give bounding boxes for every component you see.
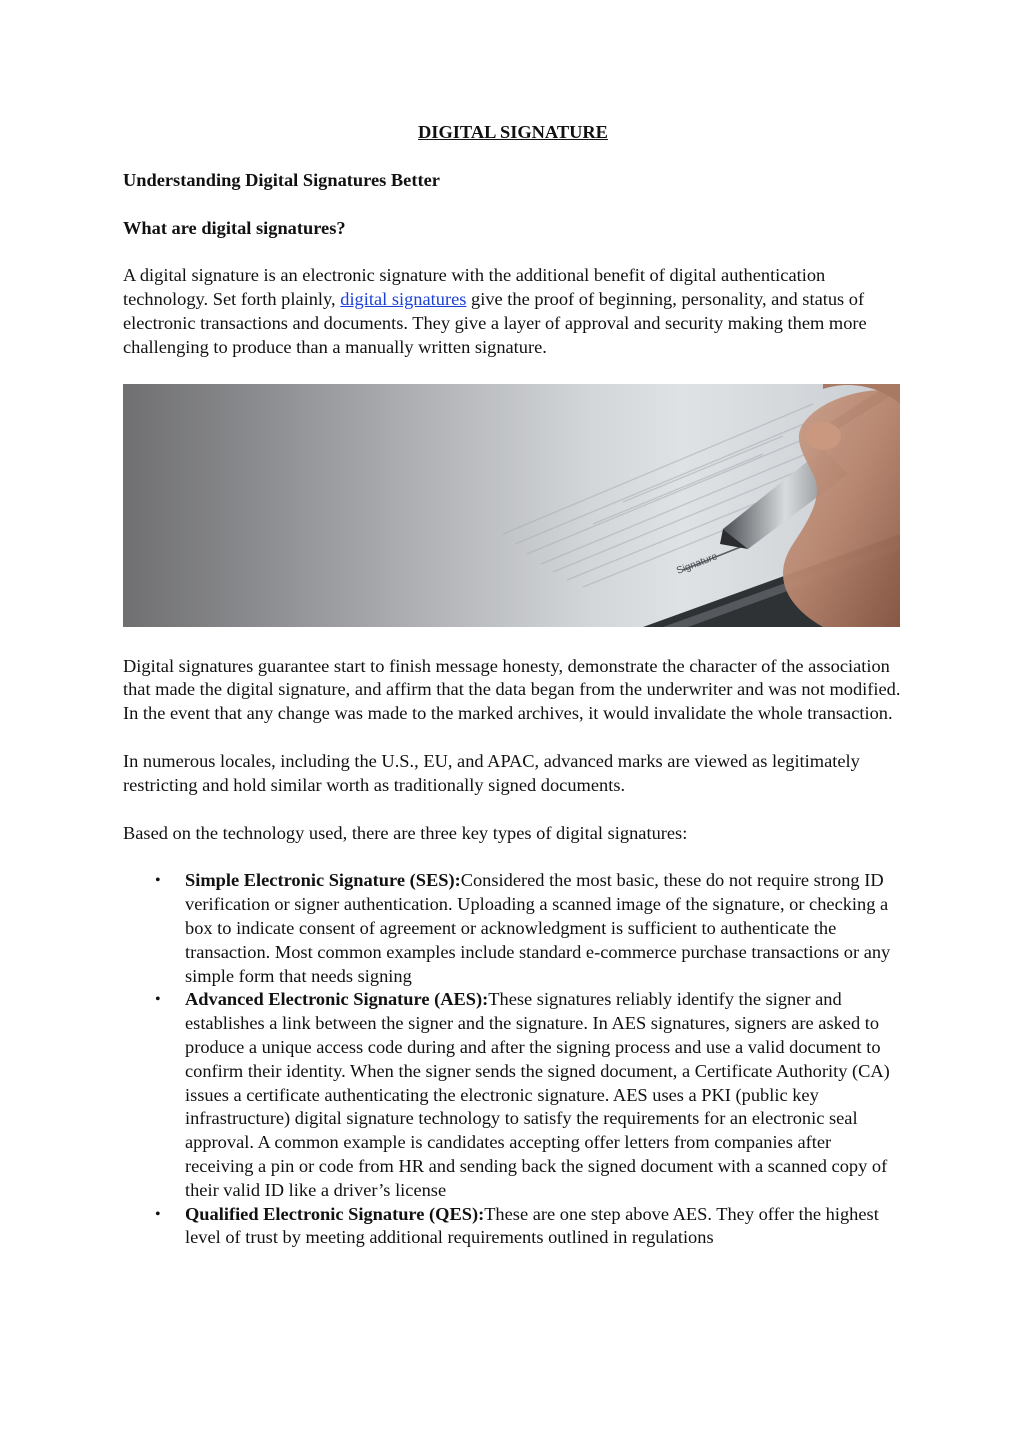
ses-term: Simple Electronic Signature (SES): xyxy=(185,870,461,891)
pen-signing-document-photo-icon xyxy=(123,384,900,627)
document-content xyxy=(123,121,903,1250)
types-intro-paragraph: Based on the technology used, there are three key types of digital signatures: xyxy=(123,822,688,843)
list-item-qes xyxy=(123,1203,903,1251)
section-subtitle: Understanding Digital Signatures Better xyxy=(123,169,440,190)
intro-paragraph xyxy=(123,264,903,359)
aes-description: These signatures reliably identify the signer and establishes a link between the signer and the signature. In AES signatures, signers are asked to produce a unique access code during and after the signing process and use a valid document to confirm their identity. When the signer sends the signed document, a Certificate Authority (CA) issues a certificate authenticating the electronic signature. AES uses a PKI (public key infrastructure) digital signature technology to satisfy the requirements for an electronic seal approval. A common example is candidates accepting offer letters from companies after receiving a pin or code from HR and sending back the signed document with a scanned copy of their valid ID like a driver’s license xyxy=(185,989,890,1200)
integrity-paragraph: Digital signatures guarantee start to finish message honesty, demonstrate the character of the association that made the digital signature, and affirm that the data began from the underwriter and was not modified. In the event that any change was made to the marked archives, it would invalidate the whole transaction. xyxy=(123,655,901,724)
signing-photo xyxy=(123,384,900,627)
legality-paragraph: In numerous locales, including the U.S., EU, and APAC, advanced marks are viewed as legitimately restricting and hold similar worth as traditionally signed documents. xyxy=(123,750,860,795)
list-item-ses xyxy=(123,869,903,988)
list-item-aes xyxy=(123,988,903,1202)
intro-text-after-link: give the proof of beginning, personality, and status of electronic transactions and documents. They give a layer of approval and security making them more challenging to produce than a manually written signature. xyxy=(123,289,867,357)
intro-text-before-link: A digital signature is an electronic signature with the additional benefit of digital authentication technology. Set forth plainly, xyxy=(123,265,826,310)
bullet-icon: • xyxy=(155,872,161,890)
bullet-icon: • xyxy=(155,991,161,1009)
document-title: DIGITAL SIGNATURE xyxy=(418,122,608,142)
signature-types-list xyxy=(123,869,903,1250)
aes-term: Advanced Electronic Signature (AES): xyxy=(185,989,489,1010)
qes-description: These are one step above AES. They offer the highest level of trust by meeting additional requirements outlined in regulations xyxy=(185,1203,879,1248)
signature-label: Signature xyxy=(675,550,720,577)
bullet-icon: • xyxy=(155,1205,161,1223)
digital-signatures-link[interactable]: digital signatures xyxy=(340,289,467,310)
ses-description: Considered the most basic, these do not require strong ID verification or signer authentication. Uploading a scanned image of the signature, or checking a box to indicate consent of agreement or acknowledgment is sufficient to authenticate the transaction. Most common examples include standard e-commerce purchase transactions or any simple form that needs signing xyxy=(185,870,891,986)
question-heading: What are digital signatures? xyxy=(123,217,346,238)
qes-term: Qualified Electronic Signature (QES): xyxy=(185,1203,485,1224)
